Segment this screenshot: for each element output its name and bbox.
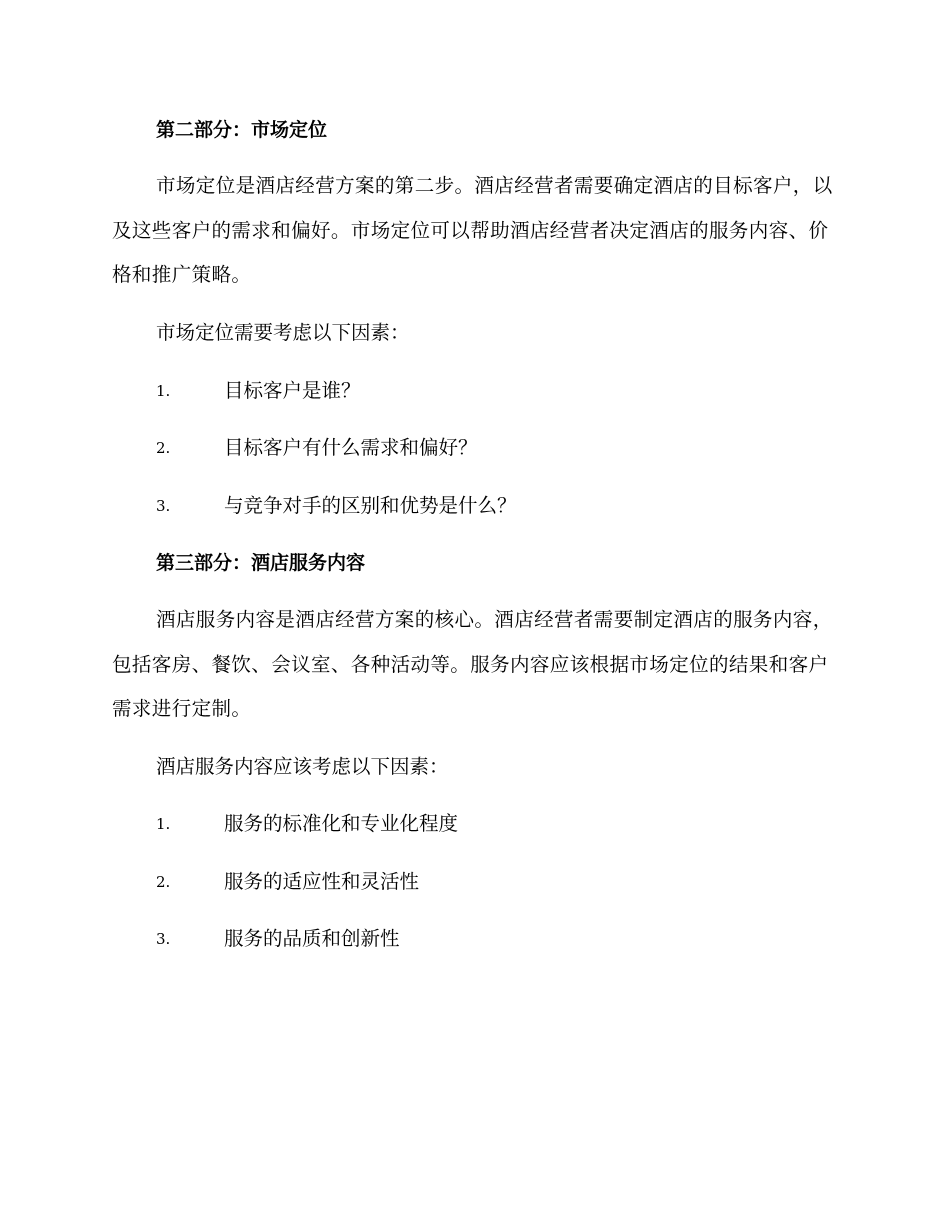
list-text: 服务的标准化和专业化程度 xyxy=(224,812,459,835)
list-text: 目标客户是谁？ xyxy=(224,379,361,402)
list-number: 3. xyxy=(156,930,171,948)
list-number: 3. xyxy=(156,497,171,515)
list-number: 1. xyxy=(156,815,171,833)
section-paragraph: 市场定位是酒店经营方案的第二步。酒店经营者需要确定酒店的目标客户，以及这些客户的需求和偏好。市场定位可以帮助酒店经营者决定酒店的服务内容、价格和推广策略。 xyxy=(112,174,833,286)
list-text: 目标客户有什么需求和偏好？ xyxy=(224,436,478,459)
list-text: 服务的品质和创新性 xyxy=(224,927,400,950)
list-intro: 酒店服务内容应该考虑以下因素： xyxy=(156,755,449,778)
section-heading: 第三部分：酒店服务内容 xyxy=(156,552,366,574)
list-number: 2. xyxy=(156,439,171,457)
section-paragraph: 酒店服务内容是酒店经营方案的核心。酒店经营者需要制定酒店的服务内容，包括客房、餐饮、会议室、各种活动等。服务内容应该根据市场定位的结果和客户需求进行定制。 xyxy=(112,608,833,720)
list-number: 2. xyxy=(156,873,171,891)
list-text: 与竞争对手的区别和优势是什么？ xyxy=(224,494,517,517)
list-text: 服务的适应性和灵活性 xyxy=(224,870,420,893)
section-heading: 第二部分：市场定位 xyxy=(156,119,328,141)
list-intro: 市场定位需要考虑以下因素： xyxy=(156,321,410,344)
list-number: 1. xyxy=(156,382,171,400)
